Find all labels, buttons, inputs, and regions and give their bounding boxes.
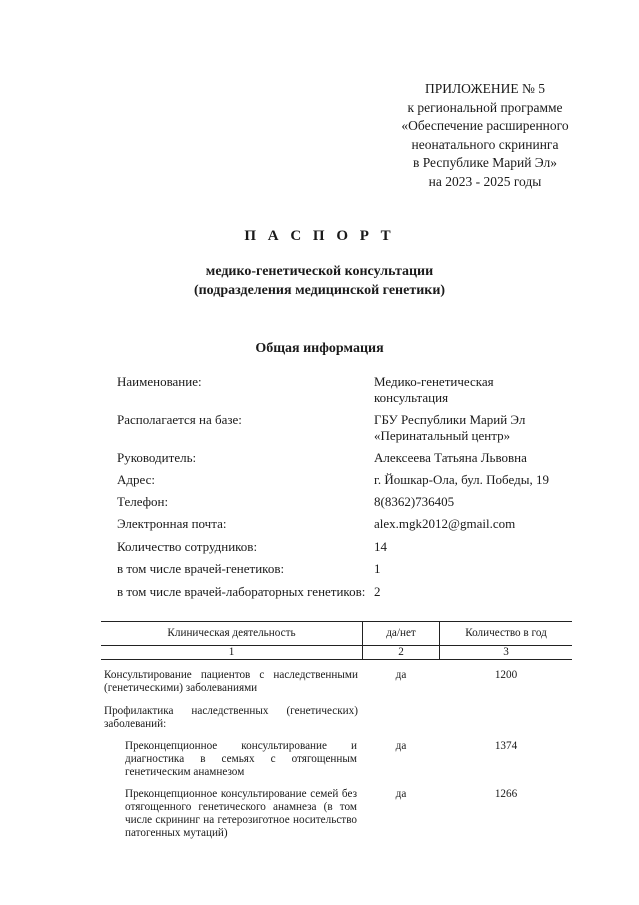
appendix-line: к региональной программе xyxy=(407,99,563,115)
info-value: 8(8362)736405 xyxy=(374,494,455,509)
info-value: 14 xyxy=(374,539,387,554)
info-value-line: ГБУ Республики Марий Эл xyxy=(374,412,526,427)
document-subtitle xyxy=(0,262,639,300)
table-column-number: 3 xyxy=(503,646,509,658)
table-column-number: 2 xyxy=(398,646,404,658)
table-header: да/нет xyxy=(386,627,416,639)
info-value xyxy=(374,412,614,444)
info-value: 2 xyxy=(374,584,381,599)
table-row-text: Преконцепционное консультирование семей без отягощенного генетического анамнеза (в том числе скрининг на гетерозиготное носительство патогенных мутаций) xyxy=(125,788,357,839)
section-title: Общая информация xyxy=(255,341,384,356)
subtitle-line-2: (подразделения медицинской генетики) xyxy=(193,283,446,298)
info-value: Алексеева Татьяна Львовна xyxy=(374,450,527,465)
info-value-line: консультация xyxy=(374,390,449,405)
info-label: в том числе врачей-генетиков: xyxy=(117,561,285,576)
subtitle-line-1: медико-генетической консультации xyxy=(205,264,434,279)
info-label: Руководитель: xyxy=(117,450,197,465)
appendix-line: ПРИЛОЖЕНИЕ № 5 xyxy=(424,81,546,96)
appendix-line: в Республике Марий Эл» xyxy=(412,155,558,171)
info-label: Наименование: xyxy=(117,374,202,389)
table-header: Количество в год xyxy=(465,627,547,639)
table-border xyxy=(101,659,572,660)
table-cell-count: 1200 xyxy=(494,669,518,681)
info-value xyxy=(374,374,614,406)
info-label: Электронная почта: xyxy=(117,516,227,531)
appendix-line: на 2023 - 2025 годы xyxy=(428,173,542,189)
table-cell-count: 1374 xyxy=(494,740,518,752)
info-label: Телефон: xyxy=(117,494,169,509)
info-value-line: Медико-генетическая xyxy=(374,374,494,389)
info-label: в том числе врачей-лабораторных генетиков: xyxy=(117,584,366,599)
table-border xyxy=(101,621,572,622)
table-column-number: 1 xyxy=(228,646,235,658)
appendix-block xyxy=(370,80,600,192)
appendix-line: «Обеспечение расширенного xyxy=(401,118,569,134)
info-value-line: «Перинатальный центр» xyxy=(374,428,511,443)
info-value: г. Йошкар-Ола, бул. Победы, 19 xyxy=(374,472,549,487)
table-row-text: Консультирование пациентов с наследственными (генетическими) заболеваниями xyxy=(104,669,358,694)
info-label: Располагается на базе: xyxy=(117,412,242,427)
table-row-text: Профилактика наследственных (генетических) заболеваний: xyxy=(104,705,358,730)
document-title: П А С П О Р Т xyxy=(244,228,395,244)
info-value: alex.mgk2012@gmail.com xyxy=(374,516,516,531)
table-header: Клиническая деятельность xyxy=(167,627,296,639)
table-cell-count: 1266 xyxy=(494,788,518,800)
table-cell-yesno: да xyxy=(395,669,407,681)
table-cell-yesno: да xyxy=(395,788,407,800)
appendix-line: неонатального скрининга xyxy=(411,136,559,152)
table-row-text: Преконцепционное консультирование и диагностика в семьях с отягощенным генетическим анамнезом xyxy=(125,740,357,778)
info-label: Количество сотрудников: xyxy=(117,539,258,554)
table-cell-yesno: да xyxy=(395,740,407,752)
info-label: Адрес: xyxy=(117,472,155,487)
info-value: 1 xyxy=(374,561,381,576)
